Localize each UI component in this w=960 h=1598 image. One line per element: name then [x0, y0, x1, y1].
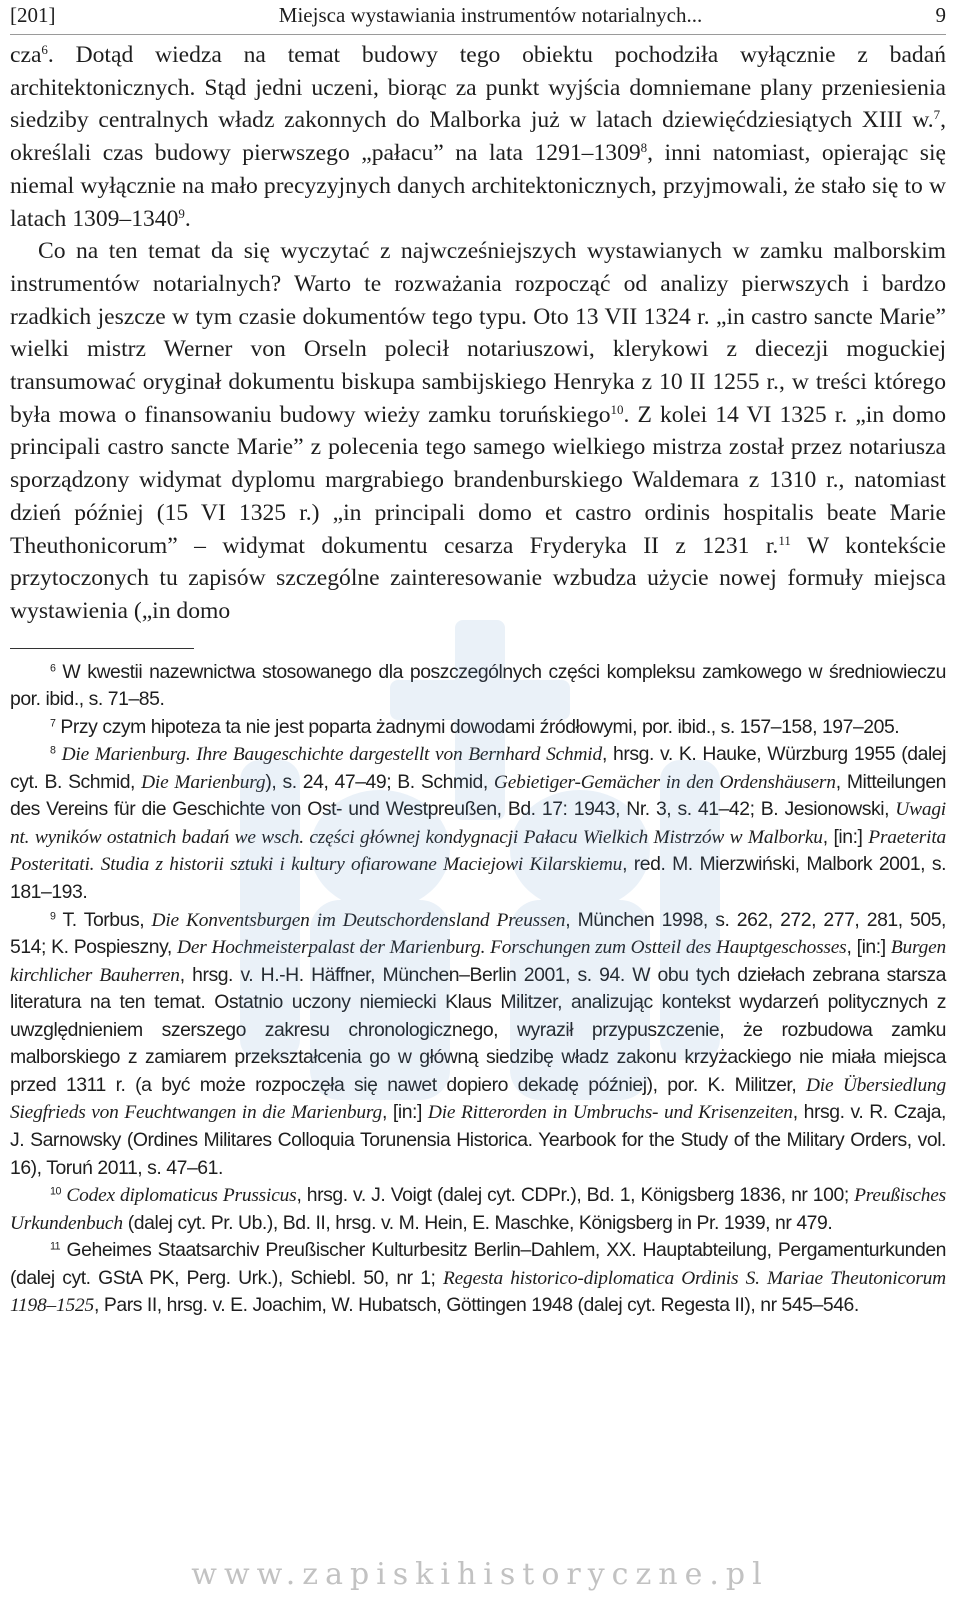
footnote-6: $^6$ W kwestii nazewnictwa stosowanego dla poszczególnych części kompleksu zamkowego w średniowieczu por. ibid., s. 71–85. [10, 660, 946, 711]
paragraph: Co na ten temat da się wyczytać z najwcześniejszych wystawianych w zamku malborskim instrumentów notarialnych? Warto te rozważania rozpocząć od analizy pierwszych i bardzo rzadkich jeszcze w tym czasie dokumentów tego typu. Oto 13 VII 1324 r. „in castro sancte Marie” wielki mistrz Werner von Orseln polecił notariuszowi, klerykowi z diecezji moguckiej transumować oryginał dokumentu biskupa sambijskiego Henryka z 10 II 1255 r., w treści którego była mowa o finansowaniu budowy wieży zamku toruńskiego$^{10}$. Z kolei 14 VI 1325 r. „in domo principali castro sancte Marie” z polecenia tego samego wielkiego mistrza został przez notariusza sporządzony widymat dyplomu margrabiego brandenburskiego Waldemara z 1310 r., natomiast dzień później (15 VI 1325 r.) „in principali domo et castro ordinis hospitalis beate Marie Theuthonicorum” – widymat dokumentu cesarza Fryderyka II z 1231 r.$^{11}$ W kontekście przytoczonych tu zapisów szczególne zainteresowanie wzbudza użycie nowej formuły miejsca wystawienia („in domo [10, 238, 947, 624]
footnote-ref: 6 [41, 41, 48, 57]
footnote-7: $^7$ Przy czym hipoteza ta nie jest poparta żadnymi dowodami źródłowymi, por. ibid., s. 157–158, 197–205. [50, 715, 900, 738]
main-text [10, 39, 946, 628]
page-number: 9 [935, 3, 946, 27]
page-reference: [201] [10, 3, 56, 27]
running-title: Miejsca wystawiania instrumentów notarialnych... [278, 3, 703, 27]
footnotes [10, 659, 946, 1320]
footnote-ref: 7 [933, 107, 941, 123]
footnote-8: $^8$ Die Marienburg. Ihre Baugeschichte dargestellt von Bernhard Schmid, hrsg. v. K. Hauke, Würzburg 1955 (dalej cyt. B. Schmid, Die Marienburg), s. 24, 47–49; B. Schmid, Gebietiger-Gemächer in den Ordenshäusern, Mitteilungen des Vereins für die Geschichte von Ost- und Westpreußen, Bd. 17: 1943, Nr. 3, s. 41–42; B. Jesionowski, Uwagi nt. wyników ostatnich badań we wsch. części głównej kondygnacji Pałacu Wielkich Mistrzów w Malborku, [in:] Praeterita Posteritati. Studia z historii sztuki i kultury ofiarowane Maciejowi Kilarskiemu, red. M. Mierzwiński, Malbork 2001, s. 181–193. [10, 743, 947, 904]
footnote-11: $^{11}$ Geheimes Staatsarchiv Preußischer Kulturbesitz Berlin–Dahlem, XX. Hauptabteilung, Pergamenturkunden (dalej cyt. GStA PK, Perg. Urk.), Schiebl. 50, nr 1; Regesta historico-diplomatica Ordinis S. Mariae Theutonicorum 1198–1525, Pars II, hrsg. v. E. Joachim, W. Hubatsch, Göttingen 1948 (dalej cyt. Regesta II), nr 545–546. [10, 1239, 946, 1317]
footnote-10: $^{10}$ Codex diplomaticus Prussicus, hrsg. v. J. Voigt (dalej cyt. CDPr.), Bd. 1, Königsberg 1836, nr 100; Preußisches Urkundenbuch (dalej cyt. Pr. Ub.), Bd. II, hrsg. v. M. Hein, E. Maschke, Königsberg in Pr. 1939, nr 479. [10, 1184, 946, 1234]
footnote-9: $^9$ T. Torbus, Die Konventsburgen im Deutschordensland Preussen, München 1998, s. 262, 272, 277, 281, 505, 514; K. Pospieszny, Der Hochmeisterpalast der Marienburg. Forschungen zum Ostteil des Hauptgeschosses, [in:] Burgen kirchlicher Bauherren, hrsg. v. H.-H. Häffner, München–Berlin 2001, s. 94. W obu tych dziełach zebrana starsza literatura na ten temat. Ostatnio uczony niemiecki Klaus Militzer, analizując kontekst wydarzeń politycznych z uwzględnieniem szerszego zakresu chronologicznego, wyraził przypuszczenie, że rozbudowa zamku malborskiego z zamiarem przekształcenia go w główną siedzibę władz zakonu krzyżackiego nie miała miejsca przed 1311 r. (a być może rozpoczęła się nawet dopiero dekadę później), por. K. Militzer, Die Übersiedlung Siegfrieds von Feuchtwangen in die Marienburg, [in:] Die Ritterorden in Umbruchs- und Krisenzeiten, hrsg. v. R. Czaja, J. Sarnowsky (Ordines Militares Colloquia Torunensia Historica. Yearbook for the Study of the Military Orders, vol. 16), Toruń 2011, s. 47–61. [10, 908, 946, 1179]
footnote-ref: 9 [178, 205, 185, 221]
footnote-separator [10, 648, 194, 649]
footnote-ref: 10 [610, 401, 624, 417]
site-watermark: www.zapiskihistoryczne.pl [191, 1557, 769, 1592]
paragraph: cza$^6$. Dotąd wiedza na temat budowy tego obiektu pochodziła wyłącznie z badań architektonicznych. Stąd jedni uczeni, biorąc za punkt wyjścia domniemane plany przeniesienia siedziby centralnych władz zakonnych do Malborka już w latach dziewięćdziesiątych XIII w.$^7$, określali czas budowy pierwszego „pałacu” na lata 1291–1309$^8$, inni natomiast, opierając się niemal wyłącznie na mało precyzyjnych danych architektonicznych, przyjmowali, że stało się to w latach 1309–1340$^9$. [10, 41, 946, 232]
footnote-ref: 8 [640, 140, 648, 156]
running-header [10, 0, 946, 35]
footnote-ref: 11 [778, 532, 791, 548]
